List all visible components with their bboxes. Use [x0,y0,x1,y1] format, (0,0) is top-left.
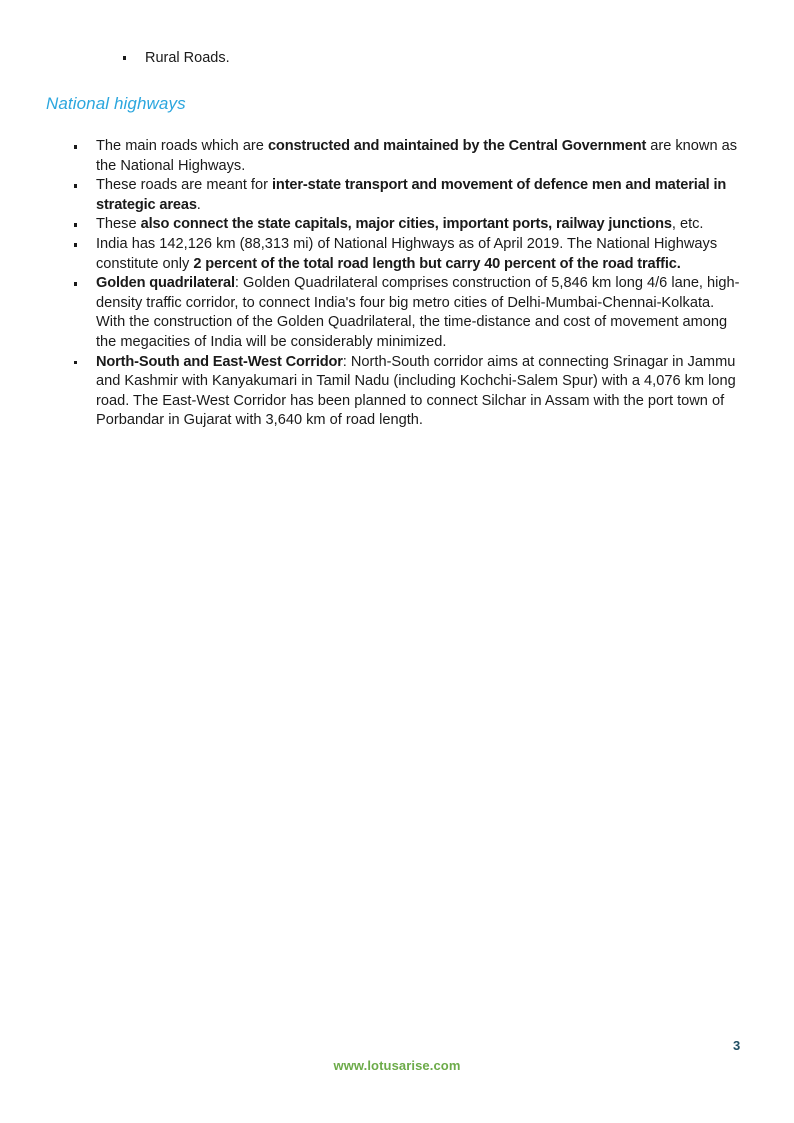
national-highways-bullet-list [74,137,746,431]
body-text: India has 142,126 km (88,313 mi) of National Highways as of April 2019. The National Highways constitute only [96,235,718,272]
list-item [74,235,746,274]
emphasis-text: North-South and East-West Corridor [96,353,343,370]
emphasis-text: constructed and maintained by the Central Government [267,138,647,154]
body-text: are known as the National Highways. [96,138,738,174]
page-number: 3 [733,1038,741,1053]
body-text: . [196,196,201,213]
list-item [74,137,746,176]
list-item [74,176,746,215]
emphasis-text: Golden quadrilateral [96,275,235,292]
body-text: These roads are meant for [96,177,273,194]
top-sub-list [123,48,733,68]
list-item [74,353,746,431]
emphasis-text: also connect the state capitals, major cities, important ports, railway junctions [140,216,672,233]
body-text: The main roads which are [96,138,268,154]
body-text: : Golden Quadrilateral comprises construction of 5,846 km long 4/6 lane, high-density traffic corridor, to connect India's four big metro cities of Delhi-Mumbai-Chennai-Kolkata. With the construction of the Golden Quadrilateral, the time-distance and cost of movement among the megacities of India will be considerably minimized. [96,275,740,350]
body-text: , etc. [671,216,704,233]
emphasis-text: 2 percent of the total road length but carry 40 percent of the road traffic. [193,255,681,272]
footer-website-link[interactable]: www.lotusarise.com [333,1058,461,1073]
emphasis-text: inter-state transport and movement of defence men and material in strategic areas [96,177,727,213]
section-heading-national-highways: National highways [46,94,186,113]
list-item: Rural Roads. [123,48,733,68]
list-item [74,274,746,352]
body-text: These [96,216,141,233]
list-item [74,215,746,235]
body-text: : North-South corridor aims at connecting Srinagar in Jammu and Kashmir with Kanyakumari in Tamil Nadu (including Kochchi-Salem Spur) with a 4,076 km long road. The East-West Corridor has been planned to connect Silchar in Assam with the port town of Porbandar in Gujarat with 3,640 km of road length. [96,353,736,429]
